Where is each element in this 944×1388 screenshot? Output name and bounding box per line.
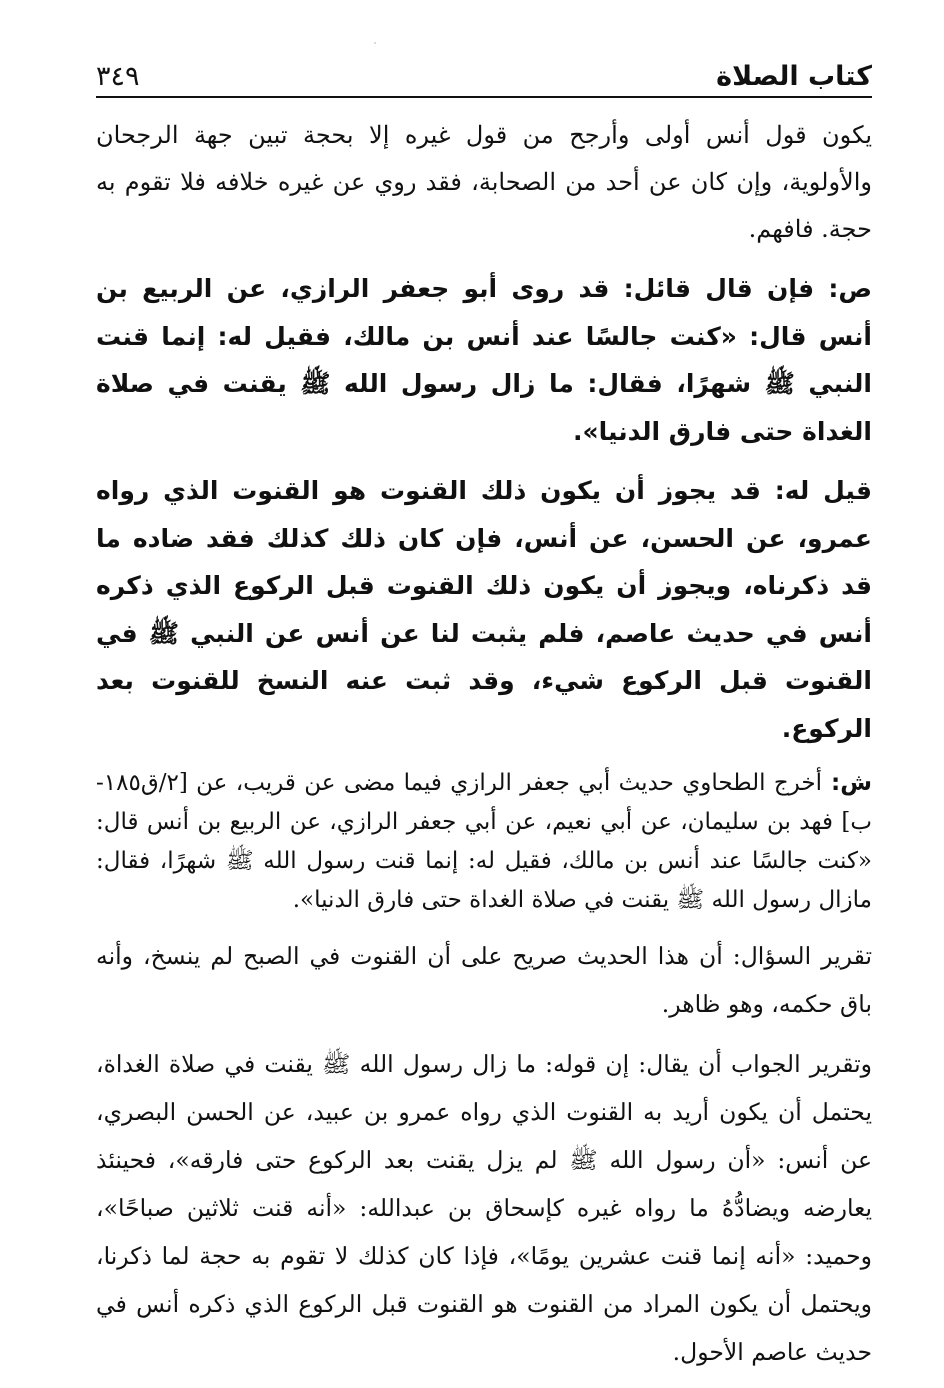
paragraph-text: وتقرير الجواب أن يقال: إن قوله: ما زال رسول الله ﷺ يقنت في صلاة الغداة، يحتمل أن يكون أريد به القنوت الذي رواه عمرو بن عبيد، عن الحسن البصري، عن أنس: «أن رسول الله ﷺ لم يزل يقنت بعد الركوع حتى فارقه»، فحينئذ يعارضه ويضادُّهُ ما رواه غيره كإسحاق بن عبدالله: «أنه قنت ثلاثين صباحًا»، وحميد: «أنه إنما قنت عشرين يومًا»، فإذا كان كذلك لا تقوم به حجة لما ذكرنا، ويحتمل أن يكون المراد من القنوت هو القنوت قبل الركوع الذي ذكره أنس في حديث عاصم الأحول. <box>96 1050 872 1366</box>
paragraph-text: يكون قول أنس أولى وأرجح من قول غيره إلا بحجة تبين جهة الرجحان والأولوية، وإن كان عن أحد من الصحابة، فقد روي عن غيره خلافه فلا تقوم به حجة. فافهم. <box>96 121 872 243</box>
scan-speck <box>374 42 376 44</box>
paragraph-text: تقرير السؤال: أن هذا الحديث صريح على أن القنوت في الصبح لم ينسخ، وأنه باق حكمه، وهو ظاهر. <box>96 942 872 1018</box>
running-title: كتاب الصلاة <box>716 61 872 92</box>
shin-marker: ش: <box>821 770 872 796</box>
commentary-paragraph <box>96 112 872 253</box>
sad-marker: ص: <box>814 274 872 303</box>
answer-summary-paragraph <box>96 1040 872 1376</box>
sharh-paragraph <box>96 764 872 920</box>
page-body <box>96 112 872 1388</box>
matn-paragraph <box>96 265 872 455</box>
matn-answer-paragraph <box>96 467 872 752</box>
paragraph-text: أخرج الطحاوي حديث أبي جعفر الرازي فيما مضى عن قريب، عن [٢/ق١٨٥-ب] فهد بن سليمان، عن أبي نعيم، عن أبي جعفر الرازي، عن الربيع بن أنس قال: «كنت جالسًا عند أنس بن مالك، فقيل له: إنما قنت رسول الله ﷺ شهرًا، فقال: مازال رسول الله ﷺ يقنت في صلاة الغداة حتى فارق الدنيا». <box>96 770 872 913</box>
page-number: ٣٤٩ <box>96 61 140 92</box>
paragraph-text: فإن قال قائل: قد روى أبو جعفر الرازي، عن الربيع بن أنس قال: «كنت جالسًا عند أنس بن مالك، فقيل له: إنما قنت النبي ﷺ شهرًا، فقال: ما زال رسول الله ﷺ يقنت في صلاة الغداة حتى فارق الدنيا». <box>96 274 872 446</box>
question-summary-paragraph <box>96 932 872 1028</box>
page-header <box>96 50 872 98</box>
paragraph-text: قيل له: قد يجوز أن يكون ذلك القنوت هو القنوت الذي رواه عمرو، عن الحسن، عن أنس، فإن كان ذلك كذلك فقد ضاده ما قد ذكرناه، ويجوز أن يكون ذلك القنوت قبل الركوع الذي ذكره أنس في حديث عاصم، فلم يثبت لنا عن أنس عن النبي ﷺ في القنوت قبل الركوع شيء، وقد ثبت عنه النسخ للقنوت بعد الركوع. <box>96 476 872 743</box>
